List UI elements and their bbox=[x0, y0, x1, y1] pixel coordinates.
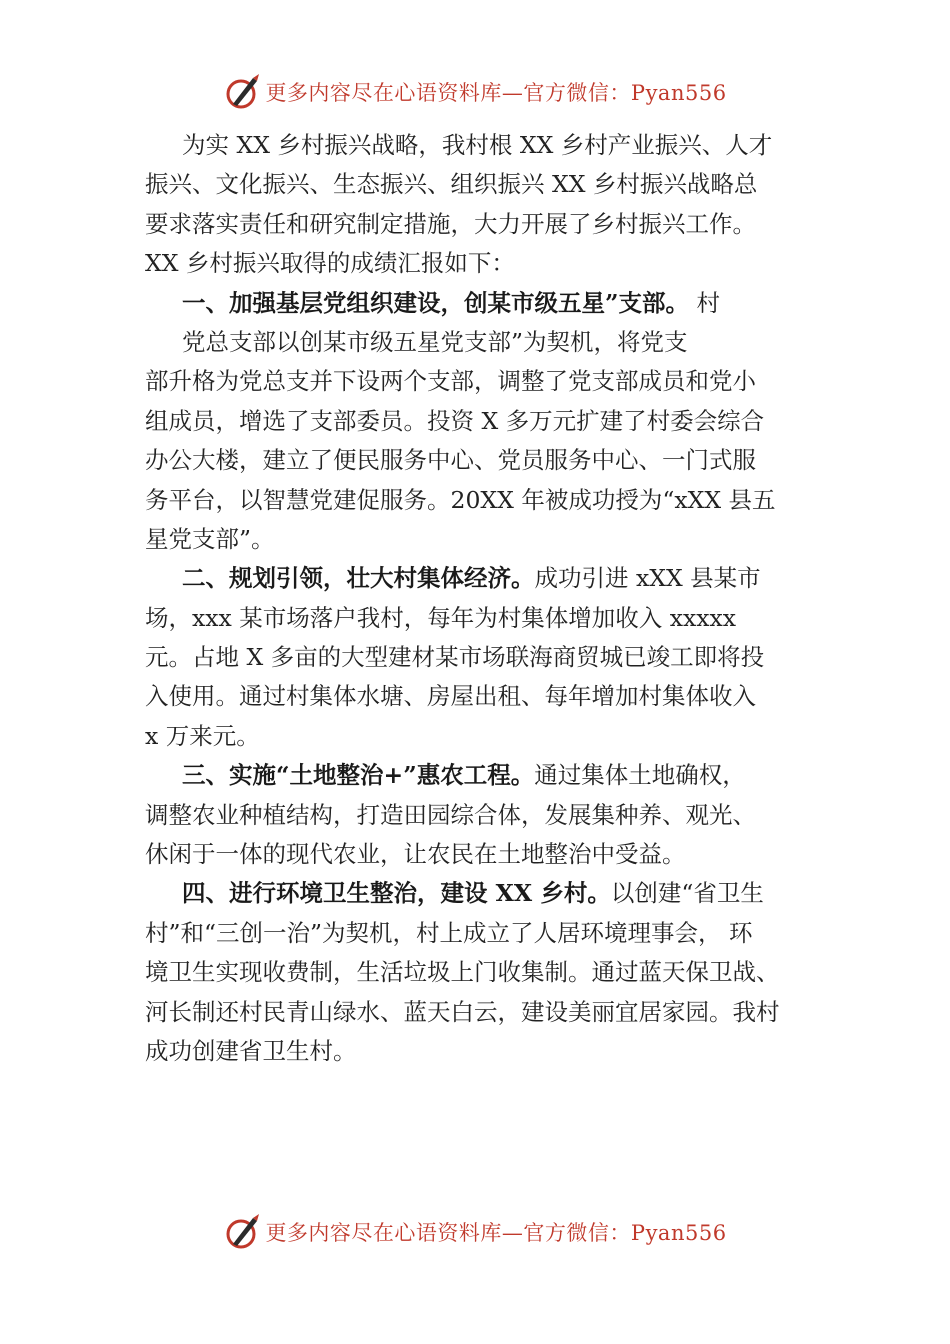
paragraph-line: 场，xxx 某市场落户我村，每年为村集体增加收入 xxxxx bbox=[145, 603, 736, 632]
section-heading: 一、加强基层党组织建设，创某市级五星”支部。 bbox=[182, 288, 690, 317]
paragraph-line: 办公大楼，建立了便民服务中心、党员服务中心、一门式服 bbox=[145, 446, 756, 475]
paragraph-line: 休闲于一体的现代农业，让农民在土地整治中受益。 bbox=[145, 840, 686, 869]
paragraph-line: 河长制还村民青山绿水、蓝天白云，建设美丽宜居家园。我村 bbox=[145, 997, 780, 1026]
paragraph-line: 振兴、文化振兴、生态振兴、组织振兴 XX 乡村振兴战略总 bbox=[145, 170, 758, 199]
paragraph-line: 境卫生实现收费制，生活垃圾上门收集制。通过蓝天保卫战、 bbox=[145, 958, 780, 987]
paragraph-line: 村”和“三创一治”为契机，村上成立了人居环境理事会， 环 bbox=[145, 918, 753, 947]
paragraph-line: XX 乡村振兴取得的成绩汇报如下： bbox=[145, 249, 515, 278]
section-text: 通过集体土地确权， bbox=[534, 761, 746, 790]
paragraph-line: 成功创建省卫生村。 bbox=[145, 1036, 357, 1065]
paragraph-line: 星党支部”。 bbox=[145, 524, 275, 553]
paragraph-line: 务平台，以智慧党建促服务。20XX 年被成功授为“xXX 县五 bbox=[145, 485, 776, 514]
section-3-first-line bbox=[145, 756, 813, 795]
paragraph-line: 入使用。通过村集体水塘、房屋出租、每年增加村集体收入 bbox=[145, 682, 756, 711]
paragraph-line: 元。占地 X 多亩的大型建材某市场联海商贸城已竣工即将投 bbox=[145, 643, 765, 672]
banner-text: 更多内容尽在心语资料库—官方微信：Pyan556 bbox=[265, 81, 727, 105]
section-2-first-line bbox=[145, 559, 813, 598]
section-1-first-line bbox=[145, 284, 813, 323]
paragraph-line: 党总支部以创某市级五星党支部”为契机，将党支 bbox=[182, 327, 688, 356]
quill-pen-logo-icon bbox=[223, 1212, 263, 1252]
paragraph-line: 调整农业种植结构，打造田园综合体，发展集种养、观光、 bbox=[145, 800, 756, 829]
paragraph-line: x 万来元。 bbox=[145, 721, 260, 750]
section-heading: 四、进行环境卫生整治，建设 XX 乡村。 bbox=[182, 879, 611, 908]
header-banner bbox=[0, 70, 950, 114]
document-body bbox=[145, 126, 813, 1071]
section-heading: 三、实施“土地整治+”惠农工程。 bbox=[182, 761, 535, 790]
quill-pen-logo-icon bbox=[223, 72, 263, 112]
section-text: 村 bbox=[689, 288, 721, 317]
paragraph-line: 组成员，增选了支部委员。投资 X 多万元扩建了村委会综合 bbox=[145, 406, 765, 435]
section-heading: 二、规划引领，壮大村集体经济。 bbox=[182, 564, 535, 593]
banner-text: 更多内容尽在心语资料库—官方微信：Pyan556 bbox=[265, 1221, 727, 1245]
paragraph-line: 要求落实责任和研究制定措施，大力开展了乡村振兴工作。 bbox=[145, 209, 756, 238]
section-4-first-line bbox=[145, 874, 813, 913]
section-text: 成功引进 xXX 县某市 bbox=[534, 564, 761, 593]
paragraph-line: 部升格为党总支并下设两个支部，调整了党支部成员和党小 bbox=[145, 367, 756, 396]
section-text: 以创建“省卫生 bbox=[610, 879, 764, 908]
footer-banner bbox=[0, 1210, 950, 1254]
paragraph-line: 为实 XX 乡村振兴战略，我村根 XX 乡村产业振兴、人才 bbox=[182, 131, 773, 159]
